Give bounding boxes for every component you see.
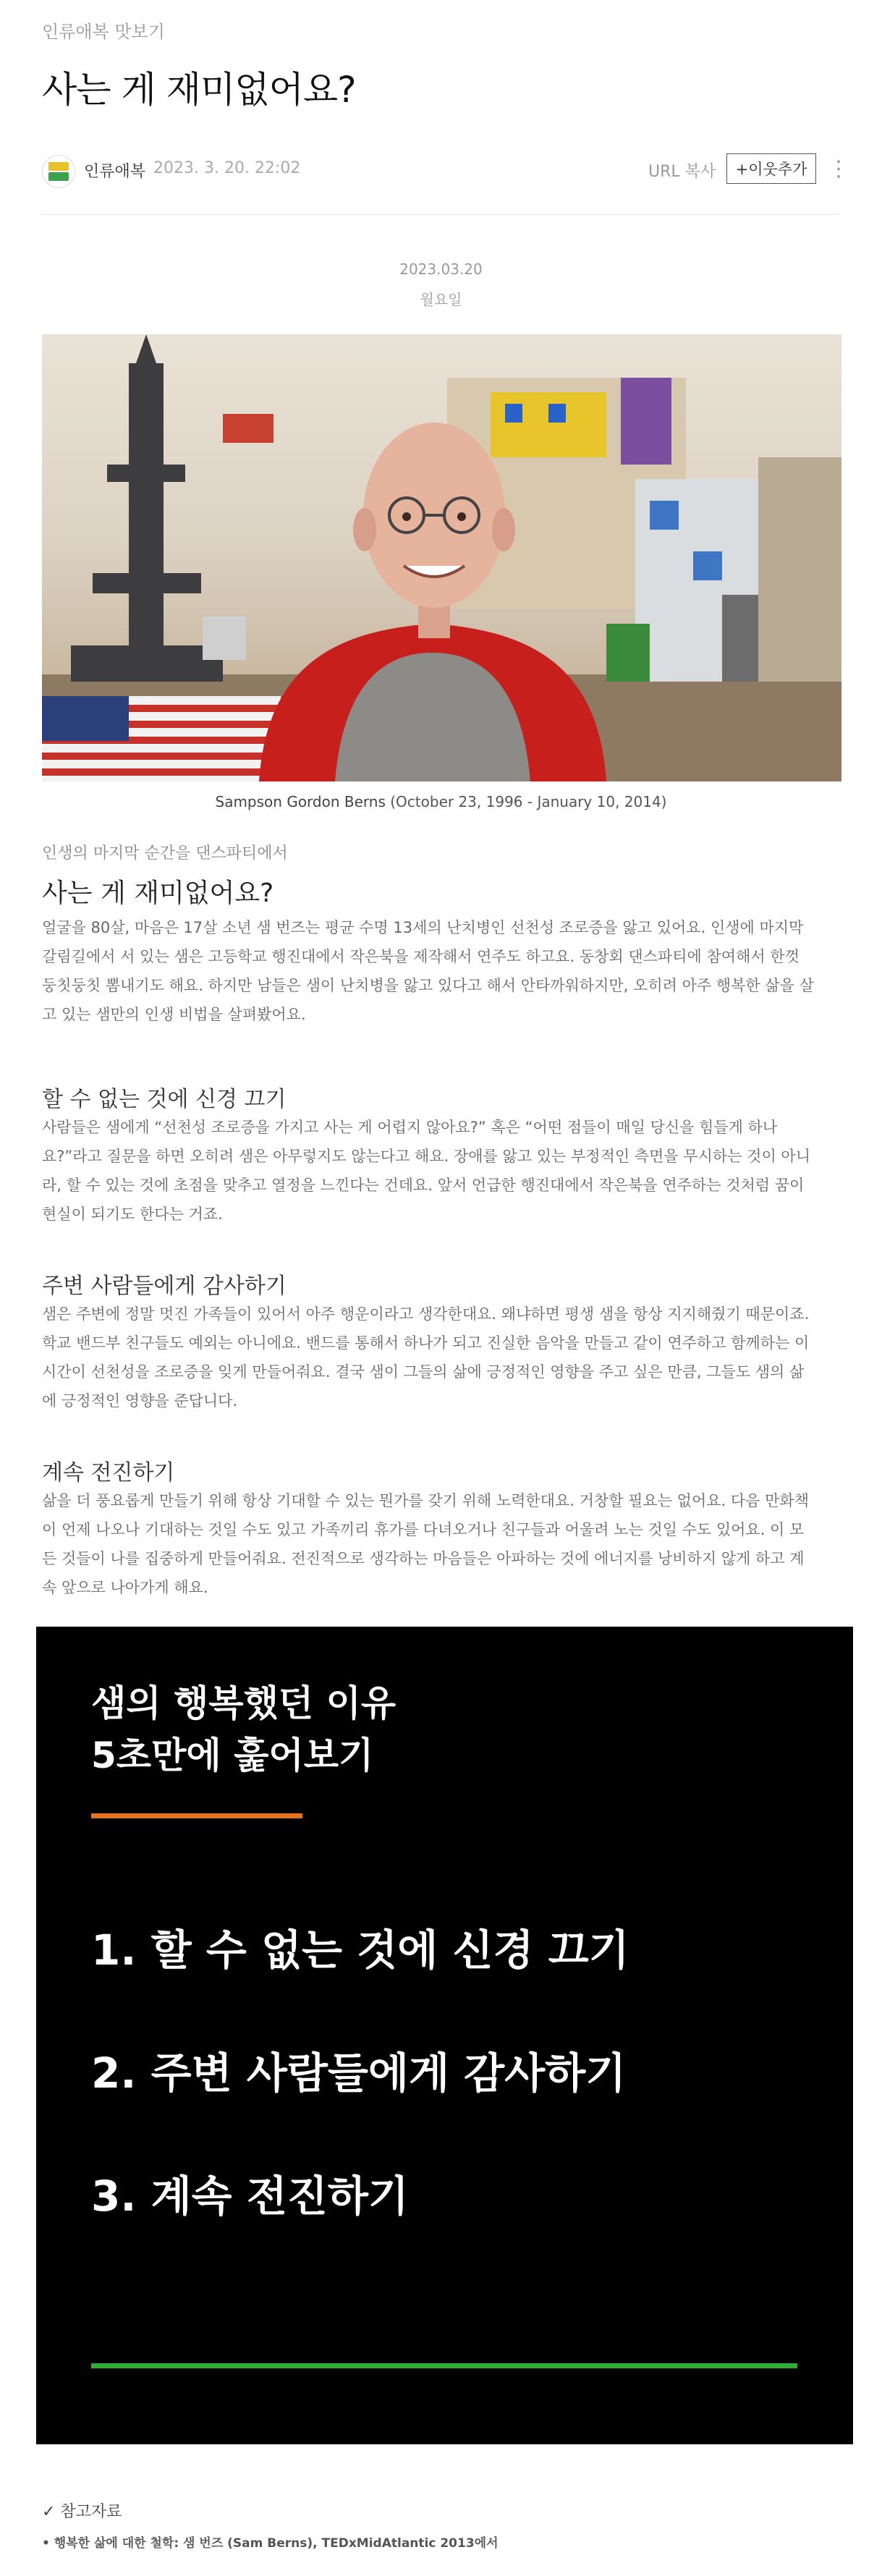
header-divider bbox=[42, 214, 841, 215]
post-weekday: 월요일 bbox=[420, 291, 462, 308]
url-copy-button[interactable]: URL 복사 bbox=[648, 163, 716, 181]
text-line: 샘은 주변에 정말 멋진 가족들이 있어서 아주 행운이라고 생각한대요. 왜냐하면 평생 샘을 항상 지지해줬기 때문이죠. bbox=[42, 1305, 810, 1323]
summary-item: 1. 할 수 없는 것에 신경 끄기 bbox=[91, 1925, 629, 1975]
post-meta-bar bbox=[42, 152, 849, 190]
text-line: 속 앞으로 나아가게 해요. bbox=[42, 1579, 208, 1596]
text-line: 현실이 되기도 한다는 거죠. bbox=[42, 1206, 223, 1223]
text-line: 고 있는 샘만의 인생 비법을 살펴봤어요. bbox=[42, 1006, 306, 1023]
section-paragraph bbox=[42, 1486, 841, 1602]
bottom-accent-bar bbox=[91, 2363, 797, 2368]
summary-title-line1: 샘의 행복했던 이유 bbox=[91, 1682, 397, 1724]
summary-item: 3. 계속 전진하기 bbox=[91, 2172, 409, 2221]
section-heading: 할 수 없는 것에 신경 끄기 bbox=[42, 1087, 287, 1112]
text-line: 요?”라고 질문을 하면 오히려 샘은 아무렇지도 않는다고 해요. 장애를 앓고 있는 부정적인 측면을 무시하는 것이 아니 bbox=[42, 1148, 810, 1165]
text-line: 둥칫둥칫 뽐내기도 해요. 하지만 남들은 샘이 난치병을 앓고 있다고 해서 안타까워하지만, 오히려 아주 행복한 삶을 살 bbox=[42, 977, 814, 994]
text-line: 시간이 선천성을 조로증을 잊게 만들어줘요. 결국 샘이 그들의 삶에 긍정적인 영향을 주고 싶은 만큼, 그들도 샘의 삶 bbox=[42, 1363, 805, 1381]
post-timestamp: 2023. 3. 20. 22:02 bbox=[153, 159, 301, 177]
reference-item: • 행복한 삶에 대한 철학: 샘 번즈 (Sam Berns), TEDxMidAtlantic 2013에서 bbox=[42, 2536, 499, 2551]
intro-paragraph bbox=[42, 913, 841, 1029]
post-date: 2023.03.20 bbox=[399, 260, 483, 278]
author-name[interactable]: 인류애복 bbox=[84, 163, 146, 181]
text-line: 갈림길에서 서 있는 샘은 고등학교 행진대에서 작은북을 제작해서 연주도 하고요. 동창회 댄스파티에 참여해서 한껏 bbox=[42, 948, 800, 965]
summary-title-line2: 5초만에 훑어보기 bbox=[91, 1734, 374, 1776]
text-line: 에 긍정적인 영향을 준답니다. bbox=[42, 1392, 238, 1410]
text-line: 라, 할 수 있는 것에 초점을 맞추고 열정을 느낀다는 건데요. 앞서 언급한 행진대에서 작은북을 연주하는 것처럼 꿈이 bbox=[42, 1177, 805, 1194]
text-line: 든 것들이 나를 집중하게 만들어줘요. 전진적으로 생각하는 마음들은 아파하는 것에 에너지를 낭비하지 않게 하고 계 bbox=[42, 1550, 805, 1567]
summary-card bbox=[36, 1627, 853, 2444]
hero-photo bbox=[42, 334, 841, 781]
more-vertical-icon[interactable]: ⋮ bbox=[828, 156, 849, 182]
image-caption bbox=[0, 793, 882, 810]
text-line: 이 언제 나오나 기대하는 것일 수도 있고 가족끼리 휴가를 다녀오거나 친구들과 어울려 노는 것일 수도 있어요. 이 모 bbox=[42, 1521, 805, 1538]
text-line: 사람들은 샘에게 “선천성 조로증을 가지고 사는 게 어렵지 않아요?” 혹은 “어떤 점들이 매일 당신을 힘들게 하나 bbox=[42, 1119, 778, 1136]
section-heading: 계속 전진하기 bbox=[42, 1460, 175, 1486]
section-paragraph bbox=[42, 1300, 841, 1415]
post-subtitle: 인생의 마지막 순간을 댄스파티에서 bbox=[42, 844, 288, 863]
accent-bar bbox=[91, 1813, 302, 1818]
category-link[interactable]: 인류애복 맛보기 bbox=[42, 22, 165, 42]
summary-item: 2. 주변 사람들에게 감사하기 bbox=[91, 2048, 627, 2098]
avatar-logo-bottom bbox=[48, 172, 69, 181]
post-title: 사는 게 재미없어요? bbox=[42, 69, 356, 111]
photo-illustration bbox=[42, 334, 841, 781]
add-neighbor-button[interactable]: +이웃추가 bbox=[726, 153, 816, 184]
text-line: 학교 밴드부 친구들도 예외는 아니에요. 밴드를 통해서 하나가 되고 진실한 음악을 만들고 같이 연주하고 함께하는 이 bbox=[42, 1334, 810, 1352]
section-paragraph bbox=[42, 1113, 841, 1229]
caption-dates: (October 23, 1996 - January 10, 2014) bbox=[390, 793, 667, 810]
avatar[interactable] bbox=[42, 155, 75, 188]
references-title: ✓ 참고자료 bbox=[42, 2503, 122, 2521]
section-title: 사는 게 재미없어요? bbox=[42, 878, 274, 908]
caption-name: Sampson Gordon Berns bbox=[215, 793, 386, 810]
text-line: 얼굴을 80살, 마음은 17살 소년 샘 번즈는 평균 수명 13세의 난치병인 선천성 조로증을 앓고 있어요. 인생에 마지막 bbox=[42, 919, 804, 936]
section-heading: 주변 사람들에게 감사하기 bbox=[42, 1274, 287, 1299]
text-line: 삶을 더 풍요롭게 만들기 위해 항상 기대할 수 있는 뭔가를 갖기 위해 노력한대요. 거창할 필요는 없어요. 다음 만화책 bbox=[42, 1492, 809, 1509]
avatar-logo-top bbox=[48, 162, 69, 171]
